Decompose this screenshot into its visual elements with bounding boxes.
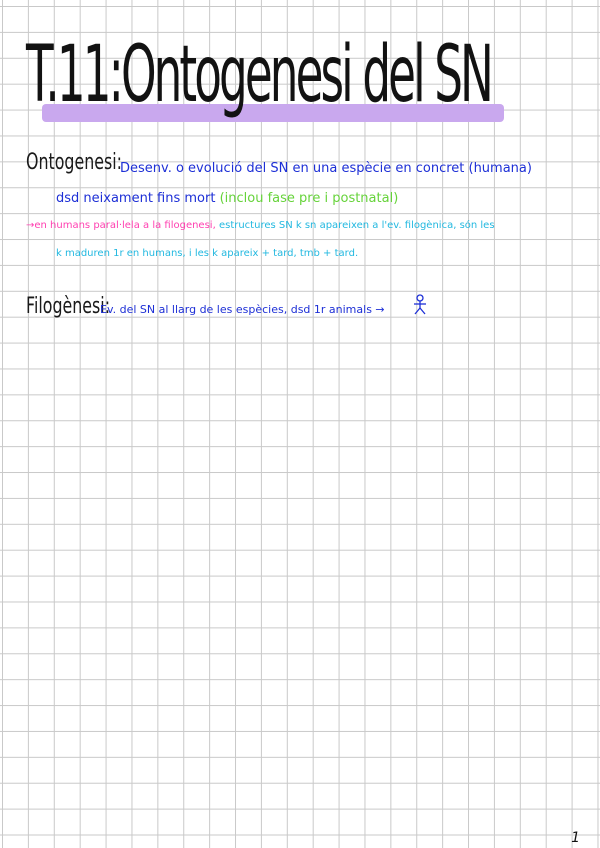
ontogenesi-line-4: k maduren 1r en humans, i les k apareix + tard, tmb + tard. [56, 248, 359, 259]
stick-figure-icon [412, 294, 428, 316]
ontogenesi-term: Ontogenesi: [26, 150, 122, 175]
structures-note: estructures SN k sn apareixen a l'ev. filogènica, són les [218, 220, 495, 231]
filogenesi-definition: Ev. del SN al llarg de les espècies, dsd 1r animals → [100, 303, 385, 316]
ontogenesi-range: dsd neixament fins mort [56, 191, 216, 206]
ontogenesi-note: (inclou fase pre i postnatal) [219, 191, 399, 206]
ontogenesi-line-3 [26, 220, 495, 231]
filogenesi-term: Filogènesi: [26, 294, 111, 319]
page-number: 1 [571, 830, 580, 846]
page-title: T.11:Ontogenesi del SN [26, 30, 491, 120]
parallel-note: →en humans paral·lela a la filogenesi, [26, 220, 216, 231]
ontogenesi-line-2 [56, 191, 398, 206]
ontogenesi-definition: Desenv. o evolució del SN en una espècie en concret (humana) [120, 161, 532, 176]
